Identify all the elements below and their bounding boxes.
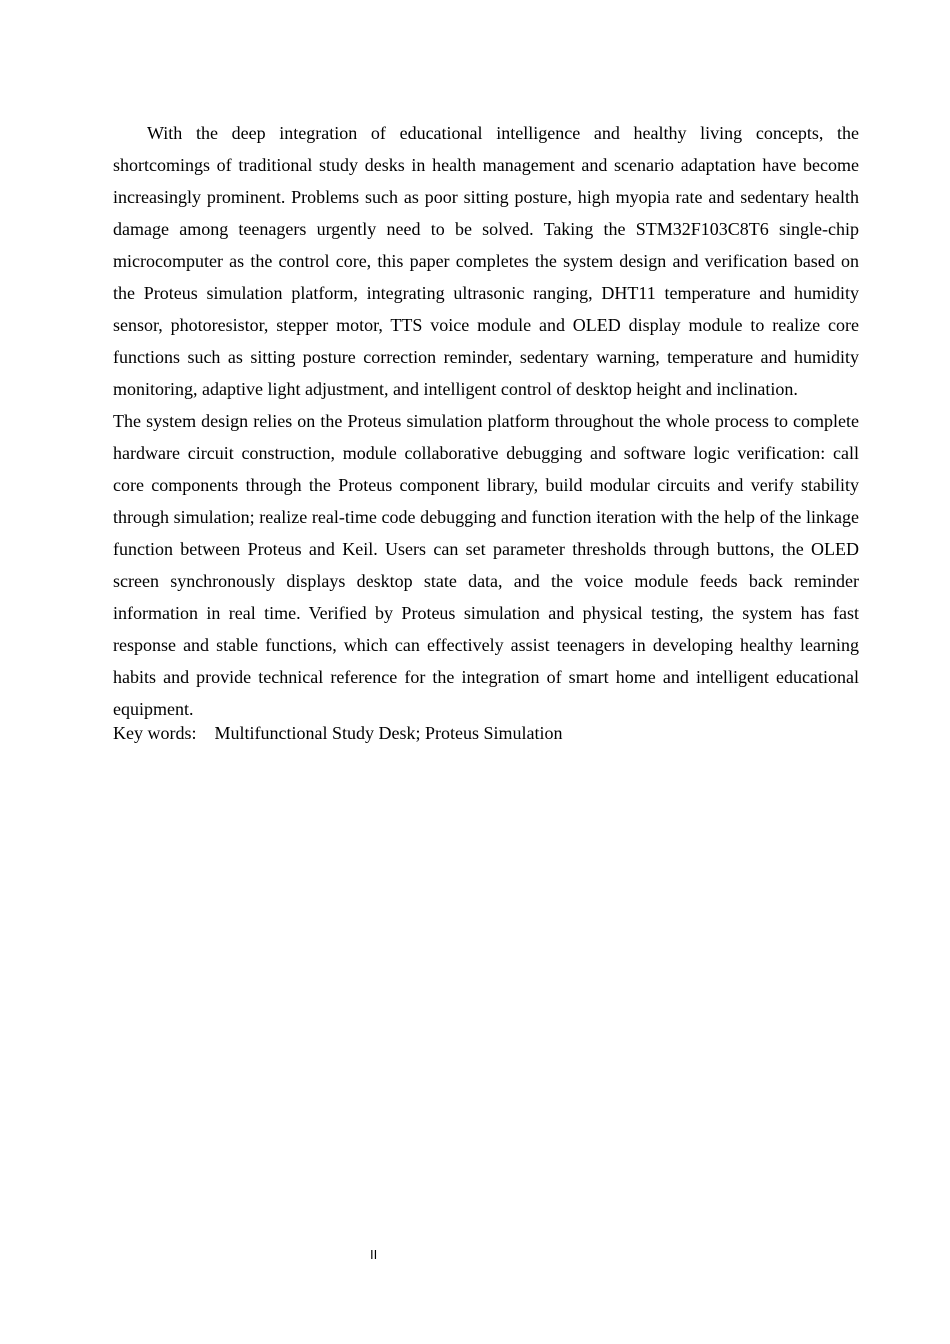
- abstract-body: [113, 117, 859, 749]
- keywords-value: Multifunctional Study Desk; Proteus Simulation: [214, 723, 563, 743]
- keywords-line: [113, 717, 859, 749]
- keywords-label: Key words:: [113, 723, 197, 743]
- abstract-paragraph-1: With the deep integration of educational intelligence and healthy living concepts, the shortcomings of traditional study desks in health management and scenario adaptation have become increasingly prominent. Problems such as poor sitting posture, high myopia rate and sedentary health damage among teenagers urgently need to be solved. Taking the STM32F103C8T6 single-chip microcomputer as the control core, this paper completes the system design and verification based on the Proteus simulation platform, integrating ultrasonic ranging, DHT11 temperature and humidity sensor, photoresistor, stepper motor, TTS voice module and OLED display module to realize core functions such as sitting posture correction reminder, sedentary warning, temperature and humidity monitoring, adaptive light adjustment, and intelligent control of desktop height and inclination.: [113, 123, 859, 399]
- abstract-paragraph-2: The system design relies on the Proteus simulation platform throughout the whole process to complete hardware circuit construction, module collaborative debugging and software logic verification: call core components through the Proteus component library, build modular circuits and verify stability through simulation; realize real-time code debugging and function iteration with the help of the linkage function between Proteus and Keil. Users can set parameter thresholds through buttons, the OLED screen synchronously displays desktop state data, and the voice module feeds back reminder information in real time. Verified by Proteus simulation and physical testing, the system has fast response and stable functions, which can effectively assist teenagers in developing healthy learning habits and provide technical reference for the integration of smart home and intelligent educational equipment.: [113, 411, 859, 719]
- page-number: II: [370, 1247, 378, 1262]
